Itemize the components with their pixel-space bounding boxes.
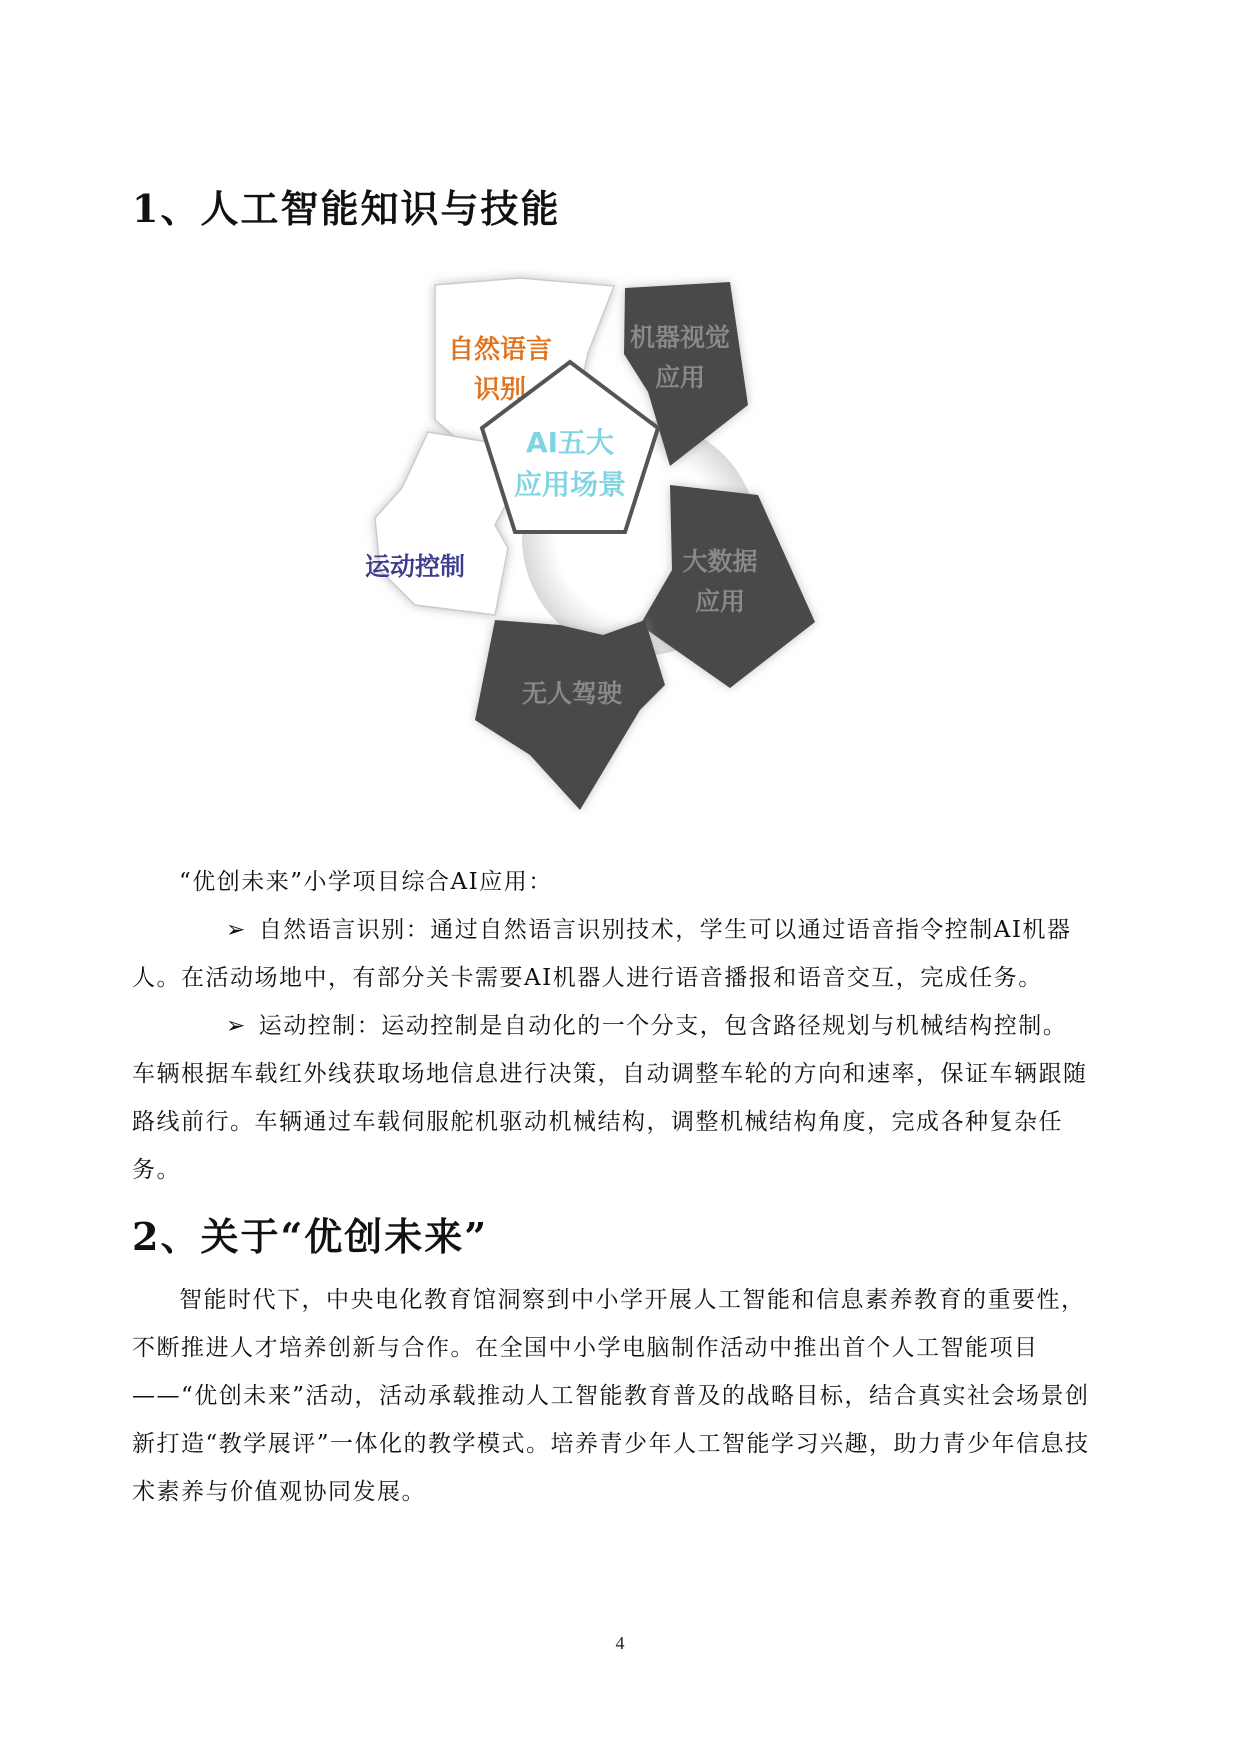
bullet-arrow-icon: ➢ — [226, 1013, 247, 1039]
center-line2: 应用场景 — [513, 468, 627, 501]
bullet-arrow-icon: ➢ — [226, 917, 247, 943]
petal-motion-line1: 运动控制 — [364, 552, 466, 581]
petal-driving-line1: 无人驾驶 — [521, 679, 623, 708]
ai-five-scenarios-diagram — [360, 270, 920, 820]
bullet-motion-text: 运动控制：运动控制是自动化的一个分支，包含路径规划与机械结构控制。 车辆根据车载红外线获取场地信息进行决策，自动调整车轮的方向和速率，保证车辆跟随路线前行。车辆通过车载伺服舵机驱动机械结构，调整机械结构角度，完成各种复杂任务。 — [132, 1013, 1088, 1183]
bullet-nlp — [132, 906, 1090, 1002]
page-number: 4 — [615, 1633, 625, 1653]
about-block — [132, 1276, 1090, 1516]
section-1-heading: 1、人工智能知识与技能 — [132, 186, 561, 231]
petal-nlp-line2: 识别 — [473, 375, 527, 405]
ai-application-block — [132, 858, 1090, 1194]
about-paragraph: 智能时代下，中央电化教育馆洞察到中小学开展人工智能和信息素养教育的重要性，不断推进人才培养创新与合作。在全国中小学电脑制作活动中推出首个人工智能项目——“优创未来”活动，活动承载推动人工智能教育普及的战略目标，结合真实社会场景创新打造“教学展评”一体化的教学模式。培养青少年人工智能学习兴趣，助力青少年信息技术素养与价值观协同发展。 — [132, 1287, 1090, 1505]
petal-vision-line1: 机器视觉 — [629, 323, 731, 352]
petal-bigdata-line2: 应用 — [694, 587, 746, 616]
bullet-motion — [132, 1002, 1090, 1194]
intro-line: “优创未来”小学项目综合AI应用： — [179, 869, 553, 895]
bullet-nlp-text: 自然语言识别：通过自然语言识别技术，学生可以通过语音指令控制AI机器人。在活动场地中，有部分关卡需要AI机器人进行语音播报和语音交互，完成任务。 — [132, 917, 1072, 991]
petal-nlp-line1: 自然语言 — [447, 335, 553, 365]
section-2-heading: 2、关于“优创未来” — [132, 1214, 489, 1259]
petal-driving — [475, 620, 665, 810]
petal-vision-line2: 应用 — [654, 363, 706, 392]
petal-bigdata-line1: 大数据 — [682, 547, 758, 576]
center-line1: AI五大 — [525, 426, 615, 459]
